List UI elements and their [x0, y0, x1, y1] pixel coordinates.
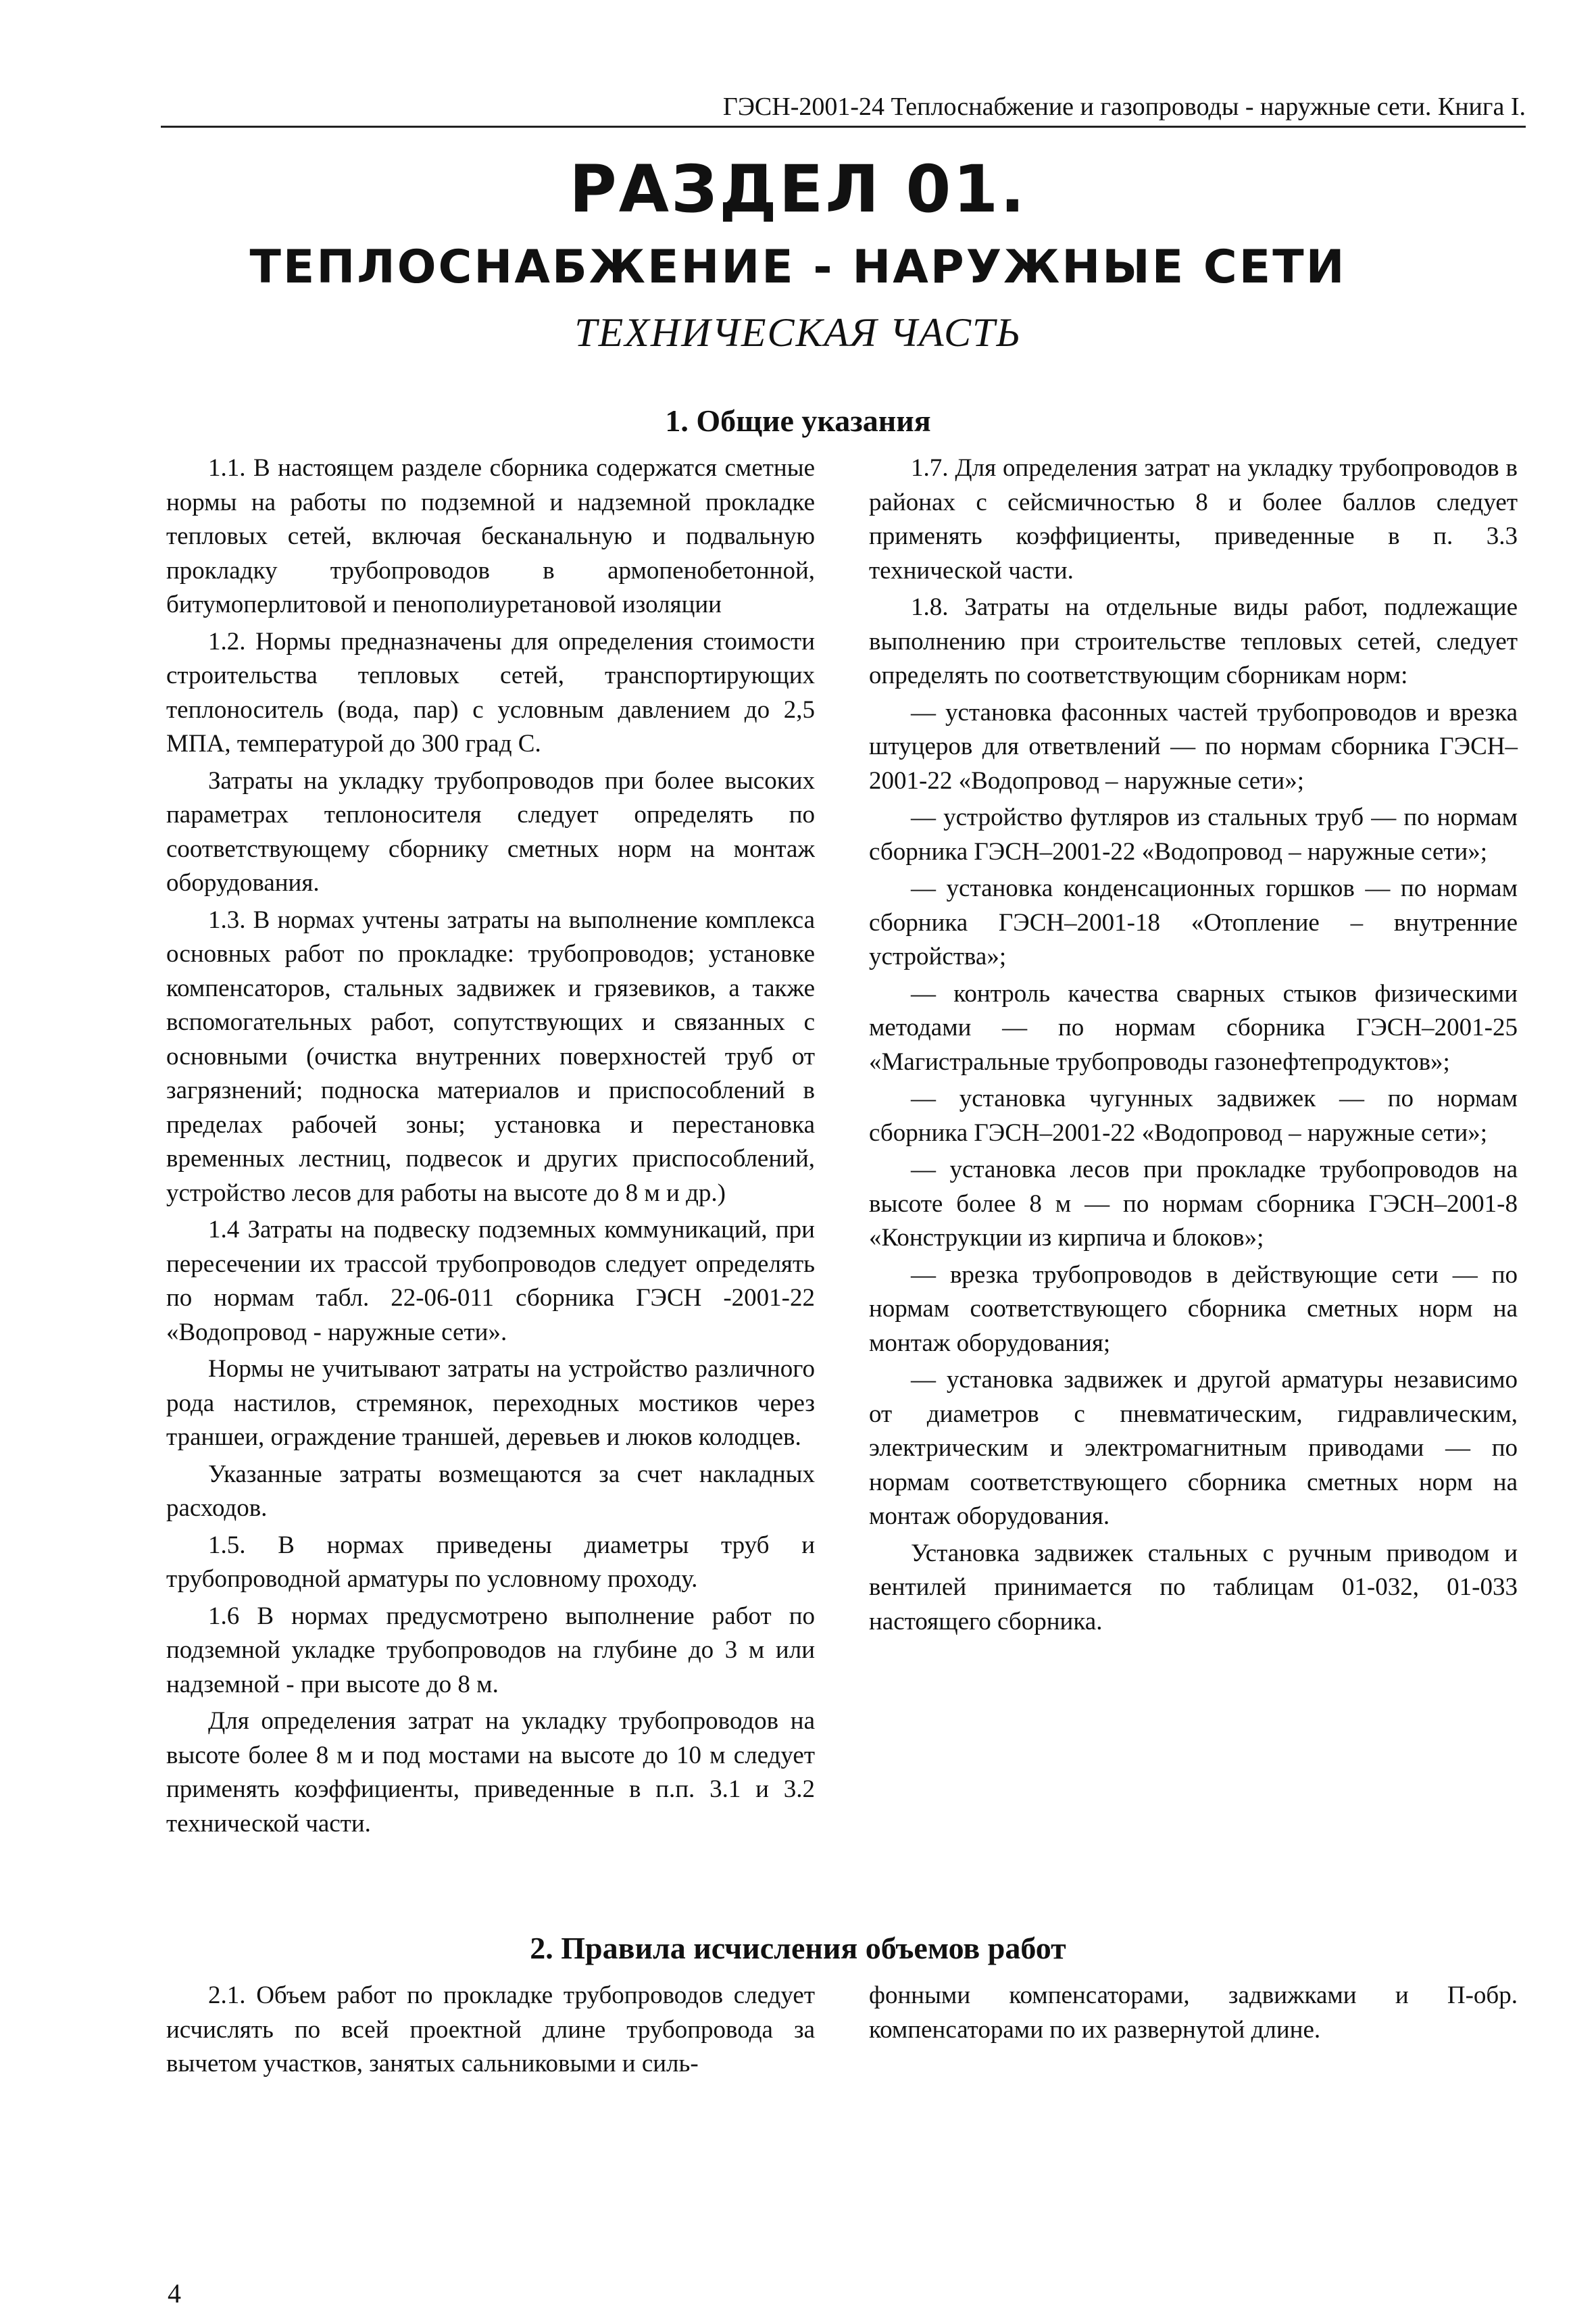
paragraph: фонными компенсаторами, задвижками и П-обр. компенсаторами по их развернутой длине.	[869, 1981, 1518, 2044]
section-subtitle: ТЕПЛОСНАБЖЕНИЕ - НАРУЖНЫЕ СЕТИ	[249, 241, 1347, 294]
paragraph: Установка задвижек стальных с ручным приводом и вентилей принимается по таблицам 01-032, 01-033 настоящего сборника.	[869, 1539, 1518, 1635]
section1-heading: 1. Общие указания	[665, 403, 931, 438]
paragraph: 1.5. В нормах приведены диаметры труб и трубопроводной арматуры по условному проходу.	[166, 1531, 815, 1593]
paragraph: Затраты на укладку трубопроводов при более высоких параметрах теплоносителя следует определять по соответствующему сборнику сметных норм на монтаж оборудования.	[166, 766, 815, 897]
paragraph: 1.3. В нормах учтены затраты на выполнение комплекса основных работ по прокладке: трубопроводов; установке компенсаторов, стальных задвижек и грязевиков, а также вспомогательных работ, сопутствующих и связанных с основными (очистка внутренних поверхностей труб от загрязнений; подноска материалов и приспособлений в пределах рабочей зоны; установка и перестановка временных лестниц, подвесок и других приспособлений, устройство лесов для работы на высоте до 8 м и др.)	[166, 906, 815, 1207]
paragraph: 1.8. Затраты на отдельные виды работ, подлежащие выполнению при строительстве тепловых сетей, следует определять по соответствующим сборникам норм:	[869, 593, 1518, 689]
section2-heading: 2. Правила исчисления объемов работ	[530, 1931, 1066, 1965]
list-item: — установка конденсационных горшков — по нормам сборника ГЭСН–2001-18 «Отопление – внутренние устройства»;	[869, 875, 1518, 970]
technical-part-title: ТЕХНИЧЕСКАЯ ЧАСТЬ	[574, 310, 1022, 355]
paragraph: Указанные затраты возмещаются за счет накладных расходов.	[166, 1460, 815, 1522]
page-number: 4	[168, 2278, 181, 2309]
running-header: ГЭСН-2001-24 Теплоснабжение и газопроводы - наружные сети. Книга I.	[161, 92, 1526, 128]
paragraph: Нормы не учитывают затраты на устройство различного рода настилов, стремянок, переходных мостиков через траншеи, ограждение траншей, деревьев и люков колодцев.	[166, 1355, 815, 1451]
section2-right-column	[869, 1979, 1518, 2050]
section-title: РАЗДЕЛ 01.	[569, 151, 1027, 227]
paragraph: 1.1. В настоящем разделе сборника содержатся сметные нормы на работы по подземной и надземной прокладке тепловых сетей, включая бесканальную и подвальную прокладку трубопроводов в армопенобетонной, битумоперлитовой и пенополиуретановой изоляции	[166, 454, 815, 618]
paragraph: Для определения затрат на укладку трубопроводов на высоте более 8 м и под мостами на высоте до 10 м следует применять коэффициенты, приведенные в п.п. 3.1 и 3.2 технической части.	[166, 1707, 815, 1838]
list-item: — врезка трубопроводов в действующие сети — по нормам соответствующего сборника сметных норм на монтаж оборудования;	[869, 1260, 1518, 1357]
paragraph: 1.2. Нормы предназначены для определения стоимости строительства тепловых сетей, транспортирующих теплоноситель (вода, пар) с условным давлением до 2,5 МПА, температурой до 300 град С.	[166, 627, 815, 758]
paragraph: 1.4 Затраты на подвеску подземных коммуникаций, при пересечении их трассой трубопроводов следует определять по нормам табл. 22-06-011 сборника ГЭСН -2001-22 «Водопровод - наружные сети».	[166, 1216, 815, 1346]
list-item: — устройство футляров из стальных труб — по нормам сборника ГЭСН–2001-22 «Водопровод – наружные сети»;	[869, 804, 1518, 866]
list-item: — установка фасонных частей трубопроводов и врезка штуцеров для ответвлений — по нормам сборника ГЭСН–2001-22 «Водопровод – наружные сети»;	[869, 698, 1518, 795]
list-item: — установка задвижек и другой арматуры независимо от диаметров с пневматическим, гидравлическим, электрическим и электромагнитным приводами — по нормам соответствующего сборника сметных норм на монтаж оборудования.	[869, 1366, 1518, 1530]
section1-right-column	[869, 451, 1518, 1642]
list-item: — установка лесов при прокладке трубопроводов на высоте более 8 м — по нормам сборника ГЭСН–2001-8 «Конструкции из кирпича и блоков»;	[869, 1156, 1518, 1252]
paragraph: 1.7. Для определения затрат на укладку трубопроводов в районах с сейсмичностью 8 и более баллов следует применять коэффициенты, приведенные в п. 3.3 технической части.	[869, 454, 1518, 585]
section1-left-column	[166, 451, 815, 1844]
list-item: — установка чугунных задвижек — по нормам сборника ГЭСН–2001-22 «Водопровод – наружные сети»;	[869, 1085, 1518, 1147]
paragraph: 1.6 В нормах предусмотрено выполнение работ по подземной укладке трубопроводов на глубине до 3 м или надземной - при высоте до 8 м.	[166, 1602, 815, 1698]
paragraph: 2.1. Объем работ по прокладке трубопроводов следует исчислять по всей проектной длине трубопровода за вычетом участков, занятых сальниковыми и силь-	[166, 1981, 815, 2077]
list-item: — контроль качества сварных стыков физическими методами — по нормам сборника ГЭСН–2001-25 «Магистральные трубопроводы газонефтепродуктов»;	[869, 979, 1518, 1076]
section2-left-column	[166, 1979, 815, 2084]
